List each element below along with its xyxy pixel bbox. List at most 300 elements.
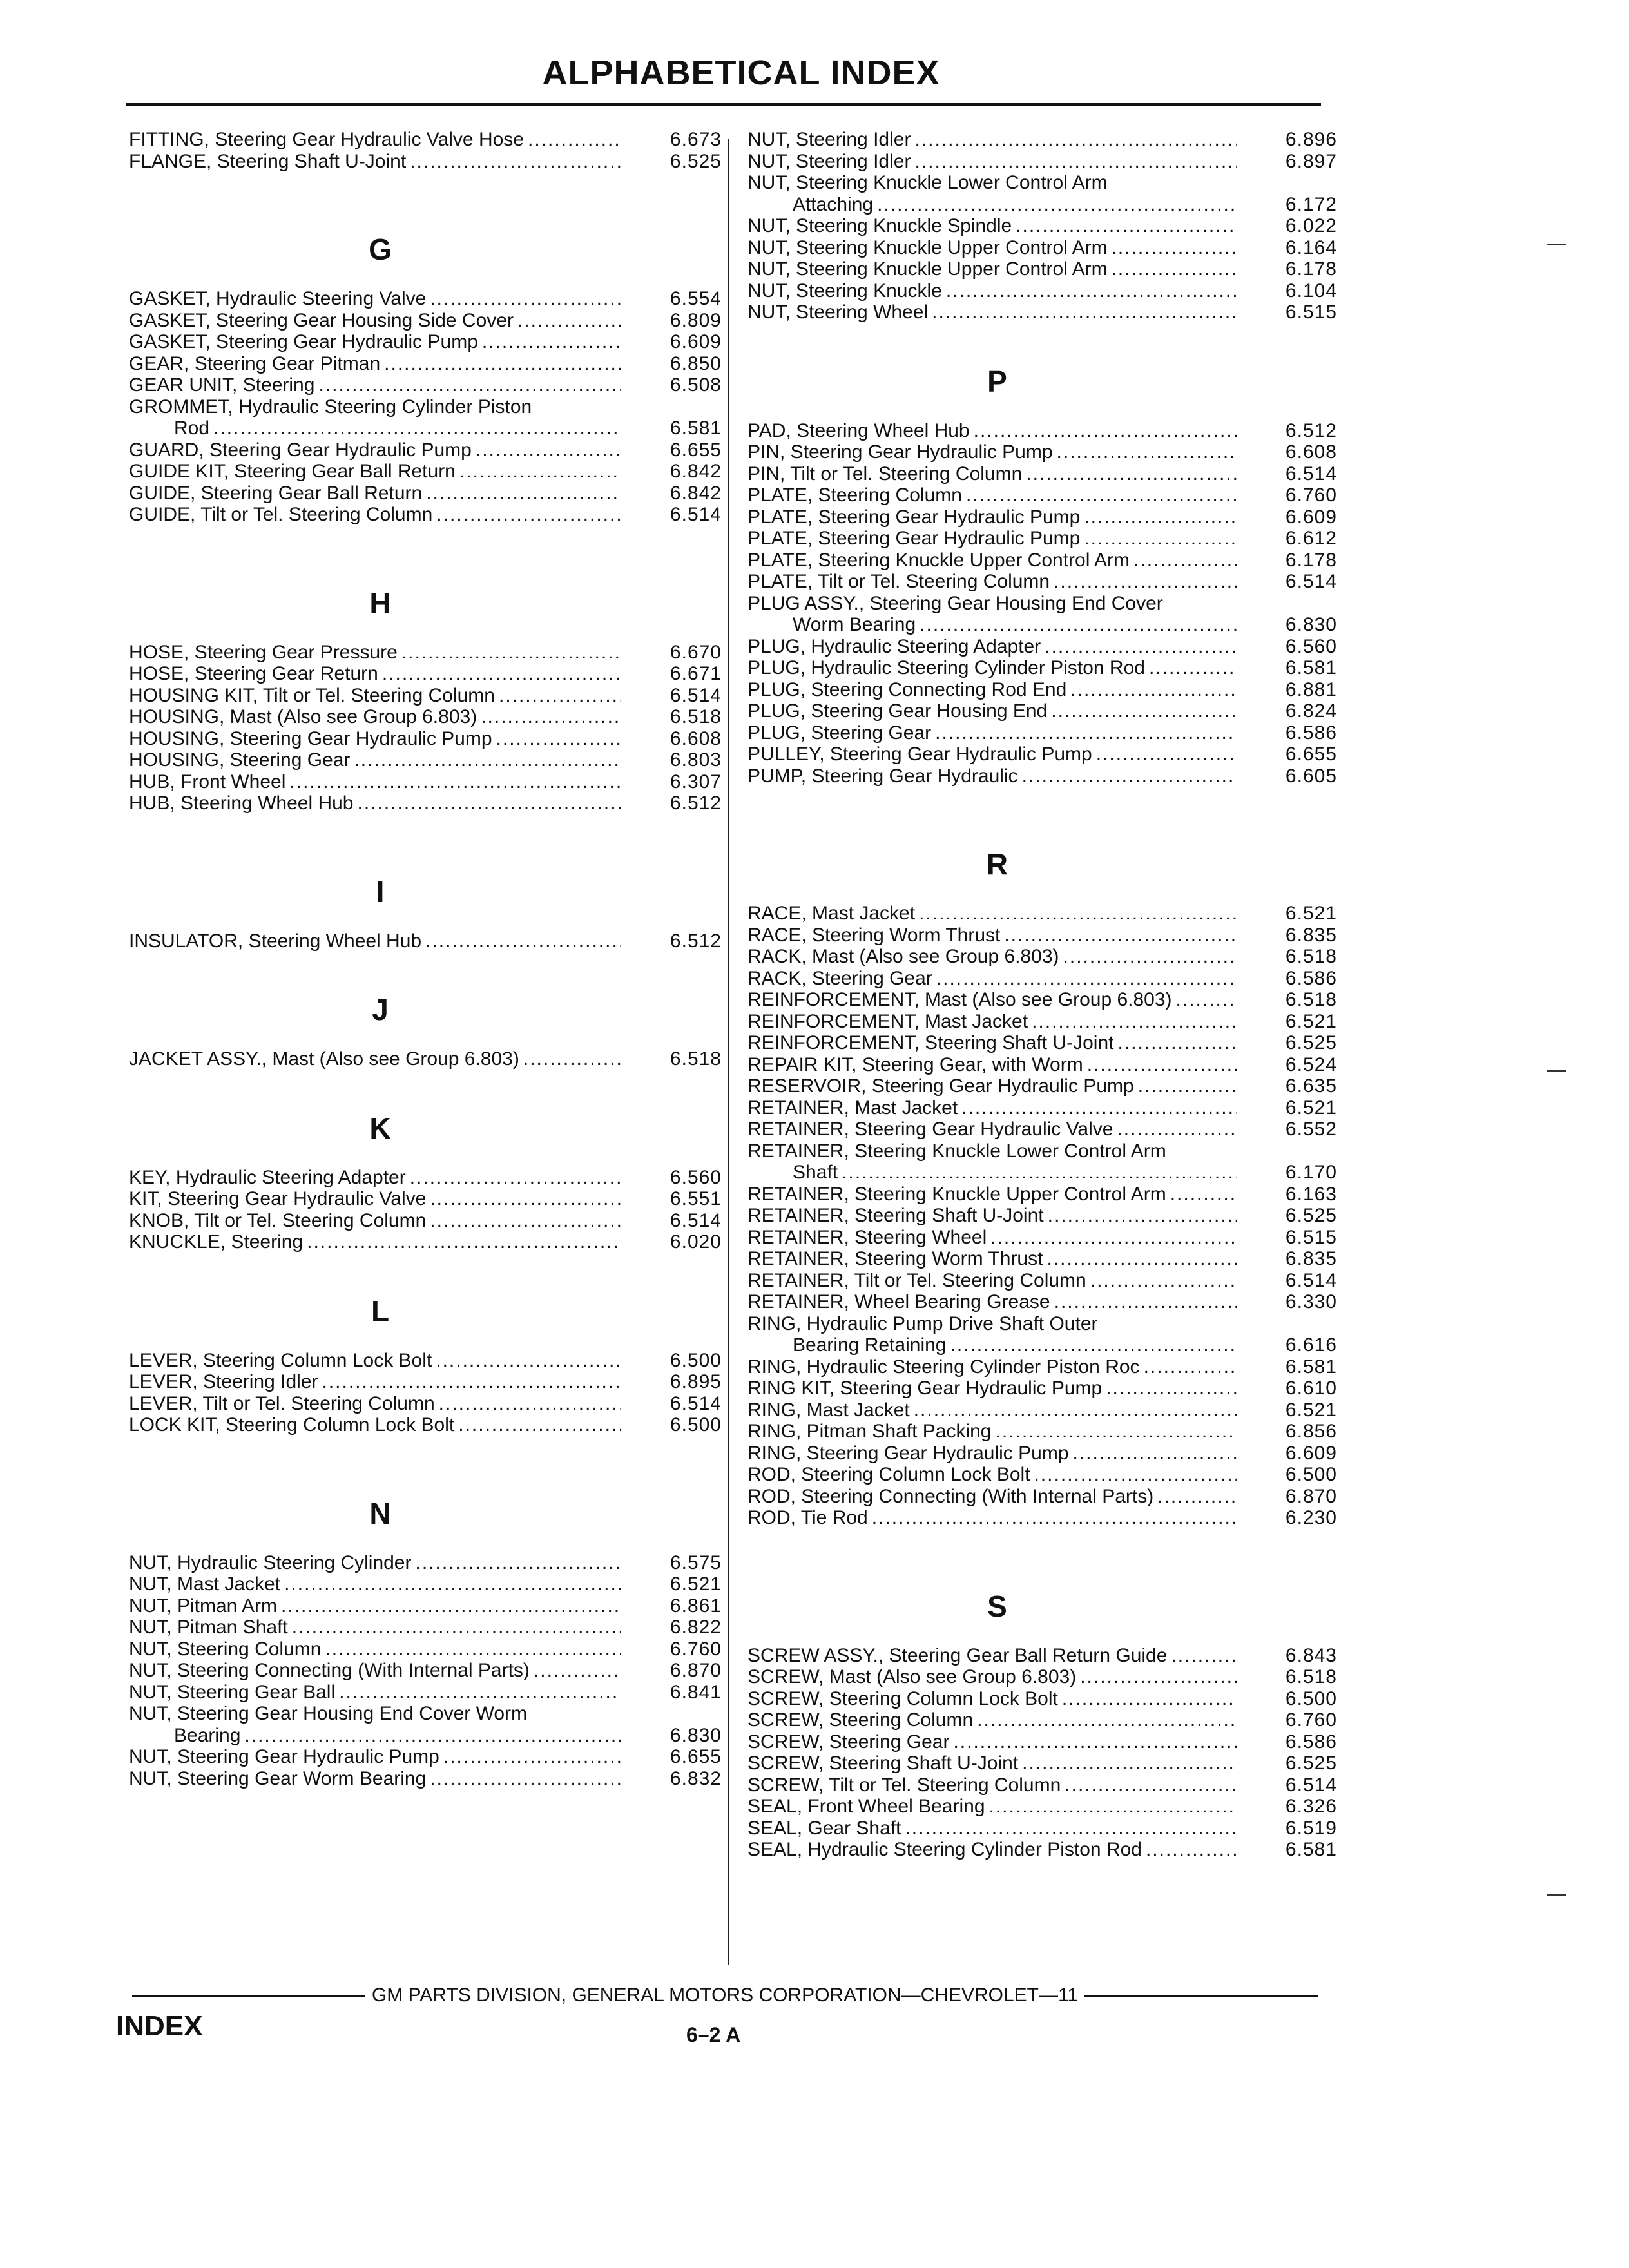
dot-leader [244,1725,621,1746]
index-entry [747,1507,1337,1529]
dot-leader [946,280,1237,302]
index-entry [747,1248,1337,1270]
dot-leader [950,1334,1237,1356]
entry-group-number: 6.525 [1285,1205,1337,1226]
dot-leader [443,1746,621,1767]
dot-leader [358,793,622,814]
entry-group-number: 6.760 [1285,1709,1337,1731]
entry-label: LEVER, Tilt or Tel. Steering Column [129,1392,435,1414]
index-entry [747,1097,1337,1119]
entry-group-number: 6.525 [1285,1753,1337,1774]
section-letter-heading: S [987,1589,1007,1623]
entry-group-number: 6.616 [1285,1334,1337,1356]
entry-group-number: 6.605 [1285,765,1337,787]
dot-leader [1054,1291,1237,1312]
entry-group-number: 6.508 [670,374,722,396]
index-entry [129,1371,722,1393]
entry-label: SEAL, Front Wheel Bearing [747,1796,985,1817]
entry-label: RACE, Mast Jacket [747,903,916,924]
entry-label: GUARD, Steering Gear Hydraulic Pump [129,439,472,461]
footer-rule-right [1084,1995,1318,1997]
margin-mark [1547,244,1566,245]
entry-label: SCREW ASSY., Steering Gear Ball Return Guide [747,1644,1168,1666]
entry-group-number: 6.897 [1285,150,1337,172]
index-entry [747,636,1337,658]
index-entry [747,1054,1337,1076]
index-entry [747,463,1337,485]
entry-label: INSULATOR, Steering Wheel Hub [129,930,422,952]
index-entry [747,129,1337,151]
entry-group-number: 6.178 [1285,258,1337,280]
entry-label: HOUSING, Steering Gear [129,749,351,771]
entry-label: RETAINER, Steering Gear Hydraulic Valve [747,1119,1113,1140]
index-entry [747,237,1337,259]
entry-label: RESERVOIR, Steering Gear Hydraulic Pump [747,1075,1134,1097]
index-entry [747,946,1337,968]
index-entry [747,1399,1337,1421]
entry-group-number: 6.525 [1285,1032,1337,1053]
index-entry [747,420,1337,442]
entry-group-number: 6.895 [670,1371,722,1392]
entry-group-number: 6.842 [670,461,722,482]
dot-leader [430,288,621,309]
entry-group-number: 6.518 [1285,1666,1337,1687]
index-entry [129,1210,722,1232]
index-entry [747,1011,1337,1033]
dot-leader [1106,1378,1237,1399]
index-entry [747,302,1337,323]
entry-label: KIT, Steering Gear Hydraulic Valve [129,1188,427,1209]
entry-label: PLATE, Steering Knuckle Upper Control Arm [747,549,1130,571]
index-entry [129,728,722,750]
section-letter-heading: P [987,364,1007,398]
entry-group-number: 6.830 [1285,614,1337,635]
dot-leader [459,461,621,482]
entry-group-number: 6.518 [670,1048,722,1070]
index-entry [129,483,722,505]
page-title: ALPHABETICAL INDEX [542,53,940,92]
dot-leader [1026,463,1237,485]
dot-leader [476,439,621,461]
index-entry [747,1774,1337,1796]
index-entry [129,504,722,526]
entry-label: NUT, Hydraulic Steering Cylinder [129,1552,412,1573]
entry-label: PLUG, Steering Gear [747,722,932,744]
index-entry [129,1660,722,1682]
dot-leader [935,722,1237,744]
index-entry [129,1350,722,1372]
entry-label: RING, Hydraulic Steering Cylinder Piston Roc [747,1356,1140,1378]
entry-label: SCREW, Steering Column [747,1709,974,1731]
entry-group-number: 6.870 [670,1660,722,1681]
entry-label: NUT, Steering Gear Ball [129,1681,336,1703]
entry-label: RACE, Steering Worm Thrust [747,924,1001,946]
index-entry [129,749,722,771]
index-entry [129,642,722,664]
dot-leader [1112,237,1237,258]
index-entry [747,1378,1337,1399]
index-entry [747,215,1337,237]
entry-group-number: 6.608 [670,727,722,749]
entry-group-number: 6.850 [670,352,722,374]
index-entry [129,1231,722,1253]
dot-leader [1045,636,1237,657]
entry-label: GROMMET, Hydraulic Steering Cylinder Piston [129,396,532,418]
entry-label: GASKET, Steering Gear Housing Side Cover [129,309,514,331]
entry-label: KNOB, Tilt or Tel. Steering Column [129,1209,427,1231]
index-column-left [129,129,722,1789]
entry-group-number: 6.575 [670,1552,722,1573]
entry-group-number: 6.307 [670,771,722,793]
footer-rule-left [132,1995,365,1997]
entry-group-number: 6.518 [670,706,722,727]
dot-leader [977,1709,1237,1731]
index-entry [747,528,1337,550]
index-entry [747,1162,1337,1184]
section-letter-heading: G [369,233,392,266]
entry-group-number: 6.330 [1285,1291,1337,1312]
entry-label: NUT, Steering Knuckle Upper Control Arm [747,258,1108,280]
dot-leader [1004,925,1237,946]
entry-group-number: 6.760 [1285,485,1337,506]
index-entry [129,663,722,685]
index-entry [747,1753,1337,1774]
entry-group-number: 6.518 [1285,946,1337,967]
section-spacer [129,952,722,971]
index-entry [747,571,1337,593]
entry-group-number: 6.500 [670,1414,722,1436]
dot-leader [416,1552,622,1573]
dot-leader [1171,1645,1237,1666]
dot-leader [382,663,621,684]
entry-group-number: 6.178 [1285,549,1337,571]
index-entry [129,1595,722,1617]
entry-label: HUB, Front Wheel [129,771,286,793]
index-entry [747,744,1337,765]
entry-group-number: 6.512 [1285,419,1337,441]
entry-label: SEAL, Hydraulic Steering Cylinder Piston Rod [747,1839,1142,1860]
index-entry [747,679,1337,701]
index-entry [129,439,722,461]
entry-group-number: 6.822 [670,1617,722,1638]
index-entry [747,1443,1337,1465]
entry-label: GEAR UNIT, Steering [129,374,315,396]
dot-leader [1112,258,1237,280]
entry-label: JACKET ASSY., Mast (Also see Group 6.803) [129,1048,519,1070]
entry-group-number: 6.835 [1285,1248,1337,1269]
entry-group-number: 6.104 [1285,280,1337,302]
entry-label: GEAR, Steering Gear Pitman [129,352,381,374]
index-entry [129,1768,722,1790]
dot-leader [1032,1011,1237,1032]
entry-label: HUB, Steering Wheel Hub [129,793,354,814]
dot-leader [1170,1184,1237,1205]
index-entry [747,1666,1337,1688]
dot-leader [974,420,1237,441]
entry-label: RING, Hydraulic Pump Drive Shaft Outer [747,1312,1098,1334]
entry-group-number: 6.514 [670,504,722,525]
page-number: 6–2 A [686,2023,741,2046]
entry-group-number: 6.521 [670,1573,722,1595]
entry-group-number: 6.500 [1285,1464,1337,1485]
dot-leader [990,1227,1237,1248]
index-entry [747,1313,1337,1335]
entry-label: NUT, Mast Jacket [129,1573,281,1595]
entry-group-number: 6.512 [670,930,722,952]
index-entry [129,288,722,310]
section-spacer [747,323,1337,343]
index-entry [129,310,722,332]
dot-leader [914,1399,1237,1421]
section-letter-heading: L [371,1294,390,1328]
entry-group-number: 6.552 [1285,1119,1337,1140]
index-entry [129,685,722,707]
entry-label: NUT, Steering Knuckle Lower Control Arm [747,172,1108,193]
dot-leader [410,151,621,172]
entry-group-number: 6.842 [670,482,722,504]
entry-label: PLUG, Steering Connecting Rod End [747,678,1067,700]
entry-label: NUT, Steering Gear Worm Bearing [129,1767,427,1789]
index-column-right [747,129,1337,1861]
entry-group-number: 6.609 [670,331,722,352]
index-entry [747,1818,1337,1840]
index-entry [747,968,1337,990]
index-entry [129,1393,722,1415]
entry-label: RETAINER, Steering Worm Thrust [747,1248,1043,1269]
section-spacer [747,1529,1337,1568]
entry-group-number: 6.881 [1285,678,1337,700]
index-entry [747,657,1337,679]
index-entry [747,1464,1337,1486]
entry-label: NUT, Steering Knuckle [747,280,942,302]
dot-leader [384,353,621,374]
section-letter-heading: J [372,993,389,1026]
dot-leader [914,151,1237,172]
index-entry [747,925,1337,947]
index-entry [747,194,1337,216]
entry-group-number: 6.581 [1285,1356,1337,1378]
dot-leader [1062,1688,1237,1709]
entry-label: PIN, Steering Gear Hydraulic Pump [747,441,1053,463]
entry-label: RING, Steering Gear Hydraulic Pump [747,1442,1069,1464]
index-entry [747,1032,1337,1054]
entry-group-number: 6.514 [1285,1269,1337,1291]
index-entry [747,700,1337,722]
index-label: INDEX [116,2010,203,2042]
entry-group-number: 6.521 [1285,1399,1337,1421]
dot-leader [401,642,621,663]
entry-label: PLATE, Steering Column [747,485,962,506]
dot-leader [1176,989,1237,1010]
entry-group-number: 6.830 [670,1724,722,1746]
dot-leader [284,1573,621,1595]
dot-leader [289,771,621,793]
entry-label: HOUSING, Steering Gear Hydraulic Pump [129,727,492,749]
entry-label: Worm Bearing [793,614,916,635]
dot-leader [936,968,1237,989]
dot-leader [872,1507,1237,1528]
index-entry [129,1639,722,1660]
index-entry [129,418,722,439]
entry-group-number: 6.514 [670,684,722,706]
index-entry [747,151,1337,173]
entry-label: SCREW, Mast (Also see Group 6.803) [747,1666,1077,1687]
entry-group-number: 6.500 [1285,1687,1337,1709]
dot-leader [1146,1839,1237,1860]
entry-group-number: 6.515 [1285,1226,1337,1248]
entry-label: SCREW, Tilt or Tel. Steering Column [747,1774,1061,1796]
entry-group-number: 6.655 [670,1746,722,1767]
entry-group-number: 6.514 [670,1392,722,1414]
dot-leader [1138,1075,1237,1097]
entry-group-number: 6.020 [670,1231,722,1253]
entry-group-number: 6.022 [1285,215,1337,236]
entry-label: Rod [174,418,210,439]
entry-group-number: 6.521 [1285,1097,1337,1119]
entry-label: Shaft [793,1162,838,1183]
entry-group-number: 6.861 [670,1595,722,1617]
index-entry [129,1188,722,1210]
entry-label: REINFORCEMENT, Steering Shaft U-Joint [747,1032,1114,1053]
dot-leader [1022,765,1237,787]
dot-leader [481,706,621,727]
entry-label: PLATE, Tilt or Tel. Steering Column [747,571,1050,592]
entry-label: GASKET, Hydraulic Steering Valve [129,288,427,309]
entry-label: RETAINER, Steering Knuckle Lower Control Arm [747,1140,1166,1162]
entry-group-number: 6.524 [1285,1053,1337,1075]
entry-label: GASKET, Steering Gear Hydraulic Pump [129,331,478,352]
dot-leader [496,728,621,749]
dot-leader [426,483,621,504]
section-spacer [129,814,722,853]
dot-leader [436,504,621,525]
index-entry [747,485,1337,506]
dot-leader [919,903,1237,924]
index-entry [747,506,1337,528]
title-rule [126,103,1321,106]
dot-leader [430,1188,621,1209]
dot-leader [996,1421,1237,1442]
dot-leader [932,302,1237,323]
index-entry [747,172,1337,194]
index-entry [747,1839,1337,1861]
index-entry [747,441,1337,463]
entry-label: SEAL, Gear Shaft [747,1817,901,1839]
entry-group-number: 6.896 [1285,129,1337,150]
dot-leader [1070,679,1237,700]
dot-leader [1096,744,1237,765]
section-letter-heading: N [369,1496,391,1530]
entry-group-number: 6.172 [1285,193,1337,215]
entry-group-number: 6.809 [670,309,722,331]
index-entry [747,1184,1337,1206]
index-entry [129,706,722,728]
entry-group-number: 6.803 [670,749,722,771]
entry-group-number: 6.671 [670,663,722,684]
entry-group-number: 6.835 [1285,924,1337,946]
index-entry [129,331,722,353]
entry-label: RACK, Mast (Also see Group 6.803) [747,946,1059,967]
dot-leader [953,1731,1237,1753]
index-entry [747,1205,1337,1227]
entry-label: NUT, Steering Knuckle Spindle [747,215,1012,236]
entry-group-number: 6.163 [1285,1183,1337,1205]
index-entry [747,593,1337,615]
index-entry [129,1746,722,1768]
entry-group-number: 6.560 [670,1166,722,1188]
margin-mark [1547,1894,1566,1896]
index-entry [129,396,722,418]
section-letter-heading: R [986,847,1008,881]
section-spacer [747,787,1337,825]
index-entry [129,461,722,483]
entry-group-number: 6.512 [670,793,722,814]
dot-leader [213,418,621,439]
entry-label: RING, Pitman Shaft Packing [747,1421,992,1442]
footer-text: GM PARTS DIVISION, GENERAL MOTORS CORPORATION—CHEVROLET—11 [371,1984,1079,2006]
dot-leader [1048,1205,1237,1226]
index-entry [747,1688,1337,1710]
entry-group-number: 6.554 [670,288,722,309]
index-entry [129,930,722,952]
entry-group-number: 6.581 [670,418,722,439]
entry-group-number: 6.515 [1285,302,1337,323]
entry-label: LEVER, Steering Idler [129,1371,318,1392]
dot-leader [318,374,621,396]
dot-leader [1057,441,1237,463]
dot-leader [517,310,621,331]
entry-label: SCREW, Steering Column Lock Bolt [747,1687,1058,1709]
entry-group-number: 6.670 [670,641,722,663]
dot-leader [354,749,621,771]
index-entry [747,989,1337,1011]
entry-group-number: 6.673 [670,129,722,150]
entry-group-number: 6.164 [1285,236,1337,258]
entry-label: LEVER, Steering Column Lock Bolt [129,1349,432,1371]
dot-leader [1080,1666,1237,1687]
entry-label: Bearing Retaining [793,1334,947,1356]
entry-label: KEY, Hydraulic Steering Adapter [129,1166,406,1188]
dot-leader [1046,1248,1237,1269]
entry-group-number: 6.586 [1285,1731,1337,1753]
dot-leader [410,1167,621,1188]
entry-label: RING, Mast Jacket [747,1399,910,1421]
index-entry [129,1725,722,1747]
entry-group-number: 6.824 [1285,700,1337,722]
entry-group-number: 6.519 [1285,1817,1337,1839]
entry-label: FITTING, Steering Gear Hydraulic Valve Hose [129,129,524,150]
entry-label: PLATE, Steering Gear Hydraulic Pump [747,528,1081,549]
index-entry [747,1227,1337,1249]
entry-label: NUT, Pitman Shaft [129,1617,288,1638]
dot-leader [1084,528,1237,549]
entry-label: NUT, Steering Wheel [747,302,929,323]
entry-label: NUT, Steering Knuckle Upper Control Arm [747,236,1108,258]
entry-label: KNUCKLE, Steering [129,1231,304,1253]
index-entry [747,550,1337,572]
entry-label: RING KIT, Steering Gear Hydraulic Pump [747,1378,1103,1399]
entry-label: REINFORCEMENT, Mast Jacket [747,1010,1028,1032]
dot-leader [1090,1270,1237,1291]
section-spacer [129,526,722,564]
entry-group-number: 6.560 [1285,635,1337,657]
entry-label: PLATE, Steering Gear Hydraulic Pump [747,506,1081,528]
dot-leader [430,1210,621,1231]
dot-leader [1054,571,1237,592]
index-entry [129,129,722,151]
dot-leader [528,129,621,150]
entry-group-number: 6.581 [1285,657,1337,678]
